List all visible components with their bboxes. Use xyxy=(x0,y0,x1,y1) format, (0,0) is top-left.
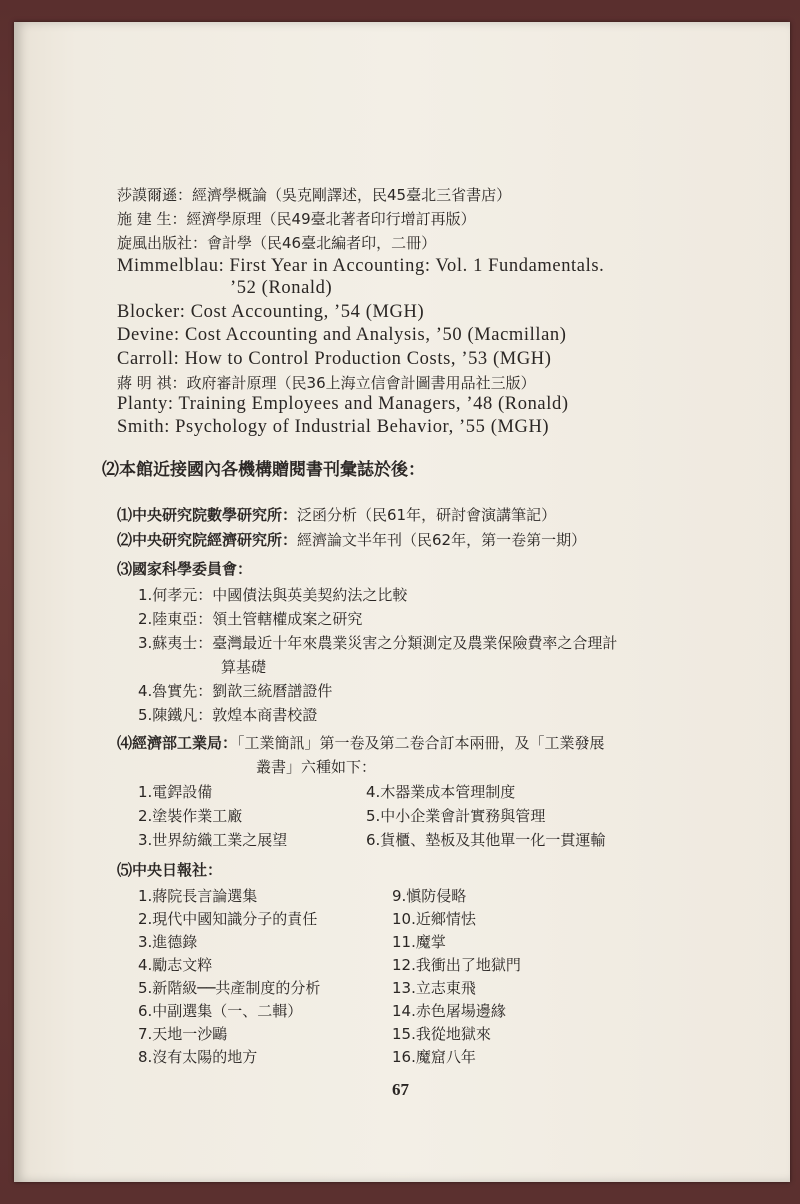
list-item: 4.魯實先：劉歆三統曆譜證件 xyxy=(138,682,333,700)
entry-line xyxy=(117,505,556,525)
list-item: 13.立志東飛 xyxy=(392,979,476,997)
entry-text: 泛函分析（民61年，研討會演講筆記） xyxy=(297,506,557,524)
list-item: 9.愼防侵略 xyxy=(392,887,467,905)
list-item: 1.何孝元：中國債法與英美契約法之比較 xyxy=(138,586,408,604)
reference-line: 蔣 明 祺：政府審計原理（民36上海立信會計圖書用品社三版） xyxy=(117,374,536,392)
list-item: 2.現代中國知識分子的責任 xyxy=(138,910,318,928)
list-item: 5.陳鐵凡：敦煌本商書校證 xyxy=(138,706,318,724)
entry-label: ⑷經濟部工業局： xyxy=(117,734,238,752)
reference-line: Devine: Cost Accounting and Analysis, ’50 (Macmillan) xyxy=(117,325,567,345)
reference-line: Planty: Training Employees and Managers, ’48 (Ronald) xyxy=(117,394,569,414)
entry-text: 「工業簡訊」第一卷及第二卷合訂本兩冊，及「工業發展 xyxy=(237,734,605,752)
entry-text: 叢書」六種如下： xyxy=(256,758,377,776)
reference-line: Carroll: How to Control Production Costs, ’53 (MGH) xyxy=(117,349,552,369)
list-item: 7.天地一沙鷗 xyxy=(138,1025,228,1043)
list-item: 5.中小企業會計實務與管理 xyxy=(366,807,546,825)
list-item: 3.蘇夷士：臺灣最近十年來農業災害之分類測定及農業保險費率之合理計 xyxy=(138,634,618,652)
entry-line xyxy=(117,733,605,753)
list-item: 1.蔣院長言論選集 xyxy=(138,887,258,905)
list-item: 2.塗裝作業工廠 xyxy=(138,807,243,825)
reference-line: 旋風出版社：會計學（民46臺北編者印，二冊） xyxy=(117,234,437,252)
list-item: 算基礎 xyxy=(221,658,267,676)
list-item: 2.陸東亞：領土管轄權成案之研究 xyxy=(138,610,363,628)
book-page xyxy=(14,22,790,1182)
reference-line: ’52 (Ronald) xyxy=(230,278,333,298)
list-item: 8.沒有太陽的地方 xyxy=(138,1048,258,1066)
section-heading: ⑵本館近接國內各機構贈閱書刊彙誌於後： xyxy=(102,460,425,480)
reference-line: 施 建 生：經濟學原理（民49臺北著者印行增訂再版） xyxy=(117,210,476,228)
list-item: 3.進德錄 xyxy=(138,933,198,951)
entry-line xyxy=(117,530,586,550)
list-item: 1.電銲設備 xyxy=(138,783,213,801)
list-item: 10.近鄉情怯 xyxy=(392,910,476,928)
list-item: 6.貨櫃、墊板及其他單一化一貫運輸 xyxy=(366,831,606,849)
entry-label: ⑵中央研究院經濟研究所： xyxy=(117,531,298,549)
list-item: 3.世界紡織工業之展望 xyxy=(138,831,288,849)
reference-line: Smith: Psychology of Industrial Behavior, ’55 (MGH) xyxy=(117,417,550,437)
entry-label: ⑸中央日報社： xyxy=(117,861,223,879)
list-item: 4.木器業成本管理制度 xyxy=(366,783,516,801)
entry-label: ⑴中央研究院數學研究所： xyxy=(117,506,298,524)
list-item: 6.中副選集（一、二輯） xyxy=(138,1002,303,1020)
list-item: 15.我從地獄來 xyxy=(392,1025,491,1043)
list-item: 4.勵志文粹 xyxy=(138,956,213,974)
entry-text: 經濟論文半年刊（民62年，第一卷第一期） xyxy=(297,531,587,549)
list-item: 16.魔窟八年 xyxy=(392,1048,476,1066)
list-item: 5.新階級──共產制度的分析 xyxy=(138,979,321,997)
entry-label: ⑶國家科學委員會： xyxy=(117,560,253,578)
list-item: 11.魔掌 xyxy=(392,933,446,951)
page-number: 67 xyxy=(392,1080,409,1099)
reference-line: Mimmelblau: First Year in Accounting: Vol. 1 Fundamentals. xyxy=(117,256,605,276)
page-content xyxy=(14,22,790,1182)
list-item: 12.我衝出了地獄門 xyxy=(392,956,521,974)
list-item: 14.赤色屠場邊緣 xyxy=(392,1002,506,1020)
reference-line: Blocker: Cost Accounting, ’54 (MGH) xyxy=(117,302,425,322)
reference-line: 莎謨爾遜：經濟學概論（吳克剛譯述，民45臺北三省書店） xyxy=(117,186,512,204)
